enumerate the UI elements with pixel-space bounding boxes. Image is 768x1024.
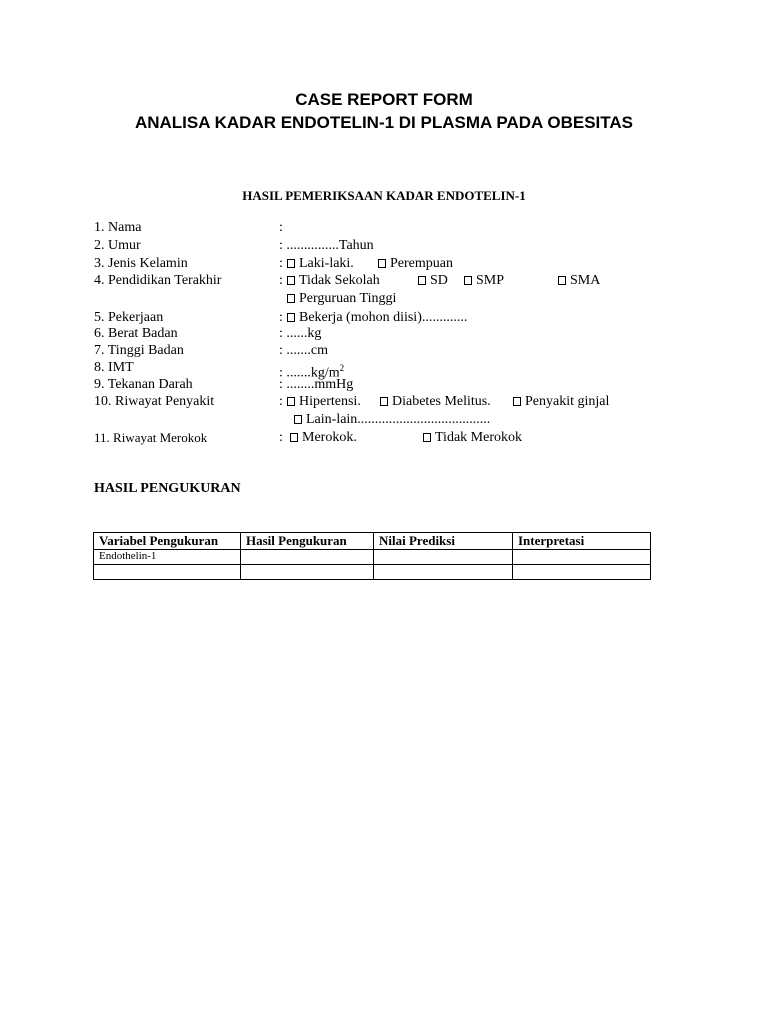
table-cell[interactable]: [94, 565, 241, 580]
option-lain-lain[interactable]: Lain-lain......................................: [279, 412, 490, 428]
label-pekerjaan: 5. Pekerjaan: [94, 310, 164, 325]
column-header: Variabel Pengukuran: [94, 533, 241, 550]
value-tinggi-badan[interactable]: : .......cm: [279, 343, 328, 358]
superscript: 2: [339, 363, 345, 373]
label-riwayat-penyakit: 10. Riwayat Penyakit: [94, 394, 215, 409]
colon: :: [279, 273, 283, 288]
label-pendidikan: 4. Pendidikan Terakhir: [94, 273, 222, 288]
value-nama[interactable]: :: [279, 220, 283, 235]
option-laki-laki[interactable]: Laki-laki.: [287, 256, 354, 272]
column-header: Nilai Prediksi: [374, 533, 513, 550]
table-header-row: [94, 533, 651, 550]
checkbox-icon[interactable]: [423, 433, 431, 442]
label-riwayat-merokok: 11. Riwayat Merokok: [94, 430, 208, 445]
option-diabetes[interactable]: Diabetes Melitus.: [380, 394, 491, 410]
colon: :: [279, 430, 283, 445]
table-cell[interactable]: [241, 565, 374, 580]
colon: :: [279, 394, 283, 409]
checkbox-icon[interactable]: [287, 294, 295, 303]
checkbox-icon[interactable]: [287, 313, 295, 322]
option-sd[interactable]: SD: [418, 273, 448, 289]
option-sma[interactable]: SMA: [558, 273, 600, 289]
option-hipertensi[interactable]: Hipertensi.: [287, 394, 361, 410]
form-subtitle: ANALISA KADAR ENDOTELIN-1 DI PLASMA PADA OBESITAS: [134, 113, 634, 132]
table-cell[interactable]: [374, 550, 513, 565]
value-tekanan-darah[interactable]: : ........mmHg: [279, 377, 354, 392]
checkbox-icon[interactable]: [290, 433, 298, 442]
checkbox-icon[interactable]: [378, 259, 386, 268]
option-perempuan[interactable]: Perempuan: [378, 256, 453, 272]
table-cell[interactable]: [513, 565, 651, 580]
results-table: [93, 532, 651, 580]
table-cell[interactable]: [513, 550, 651, 565]
checkbox-icon[interactable]: [380, 397, 388, 406]
checkbox-icon[interactable]: [513, 397, 521, 406]
checkbox-icon[interactable]: [418, 276, 426, 285]
table-cell: Endothelin-1: [94, 550, 241, 565]
table-cell[interactable]: [241, 550, 374, 565]
riwayat-penyakit-options: [279, 394, 679, 410]
value-berat-badan[interactable]: : ......kg: [279, 326, 322, 341]
table-cell[interactable]: [374, 565, 513, 580]
value-umur[interactable]: : ...............Tahun: [279, 238, 374, 253]
table-row: [94, 565, 651, 580]
option-perguruan-tinggi[interactable]: Perguruan Tinggi: [279, 291, 396, 307]
option-tidak-merokok[interactable]: Tidak Merokok: [423, 430, 522, 446]
pendidikan-options: [279, 273, 679, 289]
checkbox-icon[interactable]: [464, 276, 472, 285]
checkbox-icon[interactable]: [287, 259, 295, 268]
colon: :: [279, 256, 283, 271]
label-tinggi-badan: 7. Tinggi Badan: [94, 343, 184, 358]
label-umur: 2. Umur: [94, 238, 141, 253]
merokok-options: [279, 430, 579, 446]
column-header: Interpretasi: [513, 533, 651, 550]
checkbox-icon[interactable]: [558, 276, 566, 285]
label-jenis-kelamin: 3. Jenis Kelamin: [94, 256, 188, 271]
value-imt[interactable]: : $.......kg/m^2$: [279, 363, 345, 381]
label-tekanan-darah: 9. Tekanan Darah: [94, 377, 193, 392]
checkbox-icon[interactable]: [287, 276, 295, 285]
colon: :: [279, 310, 283, 325]
jenis-kelamin-options: [279, 256, 679, 272]
option-tidak-sekolah[interactable]: Tidak Sekolah: [287, 273, 380, 289]
checkbox-icon[interactable]: [287, 397, 295, 406]
label-imt: 8. IMT: [94, 360, 134, 375]
checkbox-icon[interactable]: [294, 415, 302, 424]
option-merokok[interactable]: Merokok.: [290, 430, 357, 446]
label-berat-badan: 6. Berat Badan: [94, 326, 178, 341]
option-bekerja[interactable]: Bekerja (mohon diisi).............: [287, 310, 467, 326]
column-header: Hasil Pengukuran: [241, 533, 374, 550]
option-penyakit-ginjal[interactable]: Penyakit ginjal: [513, 394, 609, 410]
section-heading: HASIL PEMERIKSAAN KADAR ENDOTELIN-1: [242, 188, 526, 203]
table-row: [94, 550, 651, 565]
option-smp[interactable]: SMP: [464, 273, 504, 289]
results-heading: HASIL PENGUKURAN: [94, 481, 241, 496]
pekerjaan-options: [279, 310, 579, 326]
form-title: CASE REPORT FORM: [295, 90, 473, 109]
label-nama: 1. Nama: [94, 220, 142, 235]
